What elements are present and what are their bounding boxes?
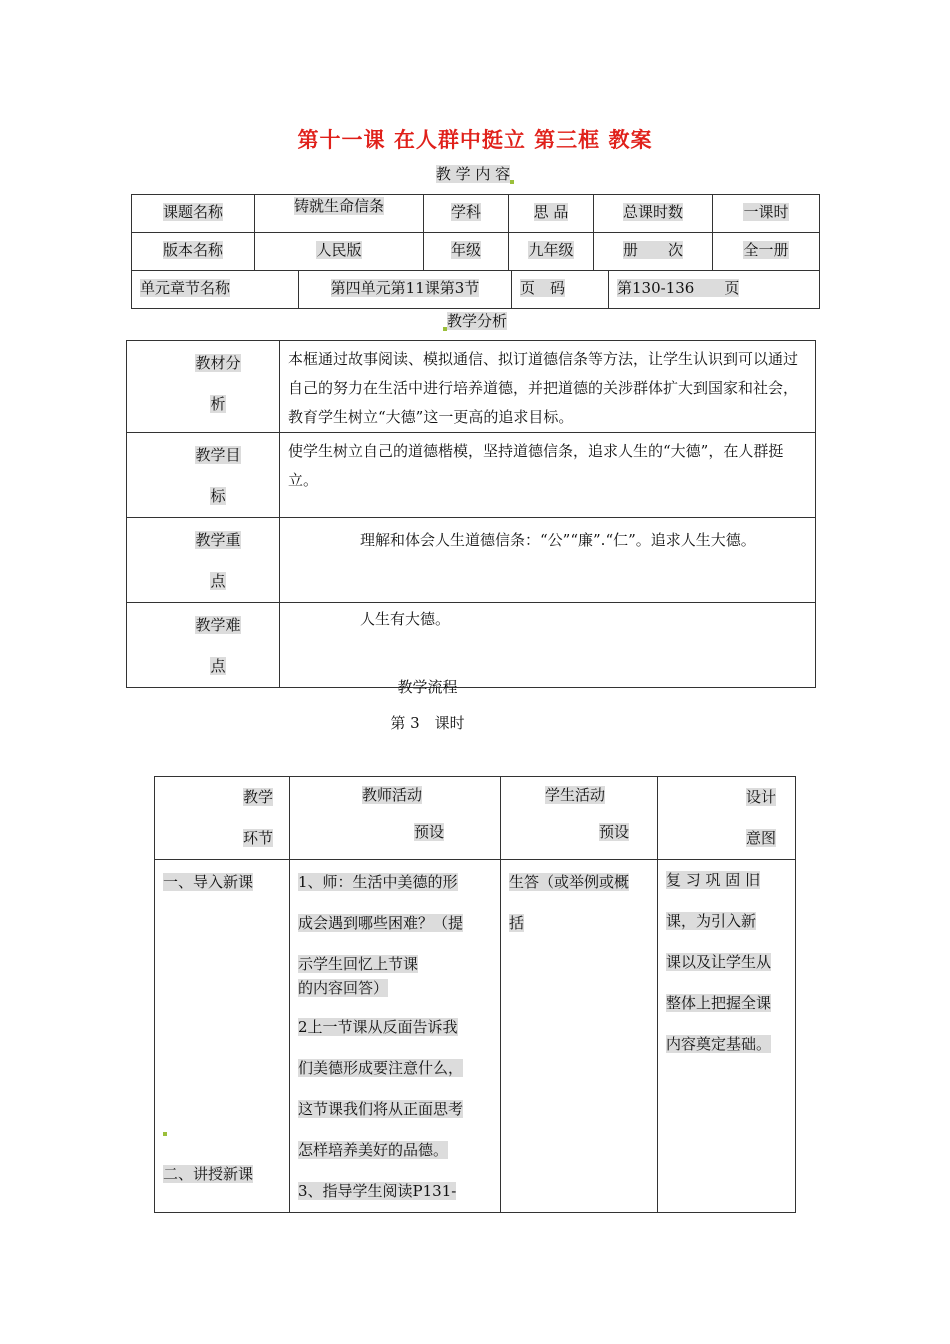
format-mark bbox=[163, 1132, 167, 1136]
subject-value: 思 品 bbox=[533, 203, 569, 221]
flow-header-teacher-b: 预设 bbox=[414, 823, 445, 841]
course-name-label: 课题名称 bbox=[162, 203, 223, 221]
flow-stage-teach: 二、讲授新课 bbox=[163, 1165, 254, 1183]
analysis-table bbox=[126, 340, 816, 688]
format-mark bbox=[510, 180, 514, 184]
flow-stage-intro: 一、导入新课 bbox=[163, 873, 254, 891]
table-row bbox=[155, 860, 796, 1213]
flow-header-teacher-a: 教师活动 bbox=[362, 786, 423, 804]
total-hours-value: 一课时 bbox=[743, 203, 789, 221]
total-hours-label: 总课时数 bbox=[622, 203, 683, 221]
flow-header-stage-b: 环节 bbox=[242, 829, 273, 847]
flow-design-intent: 复 习 巩 固 旧 课，为引入新 课以及让学生从 整体上把握全课 内容奠定基础。 bbox=[666, 871, 772, 1053]
analysis-label-key-a: 教学重 bbox=[195, 531, 241, 549]
grade-label: 年级 bbox=[450, 241, 481, 259]
page-value: 第130-136 页 bbox=[617, 279, 740, 297]
edition-label: 版本名称 bbox=[162, 241, 223, 259]
page-label: 页 码 bbox=[520, 279, 566, 297]
content-heading: 教 学 内 容 bbox=[0, 163, 950, 184]
lesson-label: 第 3 课时 bbox=[390, 714, 465, 732]
analysis-label-material-b: 析 bbox=[210, 395, 226, 413]
chapter-label: 单元章节名称 bbox=[140, 279, 231, 297]
flow-header-student-a: 学生活动 bbox=[545, 786, 606, 804]
analysis-label-goal-a: 教学目 bbox=[195, 446, 241, 464]
volume-label: 册 次 bbox=[622, 241, 683, 259]
table-row bbox=[132, 271, 820, 309]
subject-label: 学科 bbox=[450, 203, 481, 221]
table-row bbox=[127, 518, 816, 603]
document-title: 第十一课 在人群中挺立 第三框 教案 bbox=[297, 127, 653, 152]
table-row bbox=[127, 603, 816, 688]
analysis-label-key-b: 点 bbox=[210, 572, 226, 590]
chapter-value: 第四单元第11课第3节 bbox=[330, 279, 480, 297]
flow-header-stage-a: 教学 bbox=[242, 788, 273, 806]
flow-heading: 教学流程 bbox=[397, 678, 458, 696]
flow-header-design-a: 设计 bbox=[746, 788, 777, 806]
table-row bbox=[127, 433, 816, 518]
analysis-label-goal-b: 标 bbox=[210, 487, 226, 505]
flow-table bbox=[154, 776, 796, 1213]
analysis-label-difficulty-b: 点 bbox=[210, 657, 226, 675]
flow-header-design-b: 意图 bbox=[746, 829, 777, 847]
analysis-text-key: 理解和体会人生道德信条：“公”“廉”.“仁”。追求人生大德。 bbox=[360, 531, 756, 549]
table-row bbox=[132, 195, 820, 233]
course-name-value: 铸就生命信条 bbox=[293, 197, 384, 215]
flow-student-activity: 生答（或举例或概 括 bbox=[509, 873, 630, 932]
flow-header-student-b: 预设 bbox=[599, 823, 630, 841]
table-row bbox=[132, 233, 820, 271]
analysis-text-difficulty: 人生有大德。 bbox=[360, 610, 451, 628]
volume-value: 全一册 bbox=[743, 241, 789, 259]
table-row bbox=[127, 341, 816, 433]
analysis-text-material: 本框通过故事阅读、模拟通信、拟订道德信条等方法，让学生认识到可以通过自己的努力在生活中进行培养道德，并把道德的关涉群体扩大到国家和社会，教育学生树立“大德”这一更高的追求目标。 bbox=[288, 350, 799, 426]
analysis-heading: 教学分析 bbox=[0, 310, 950, 331]
grade-value: 九年级 bbox=[528, 241, 574, 259]
table-row bbox=[155, 777, 796, 860]
analysis-text-goal: 使学生树立自己的道德楷模，坚持道德信条，追求人生的“大德”，在人群挺立。 bbox=[288, 442, 784, 489]
analysis-label-material-a: 教材分 bbox=[195, 354, 241, 372]
course-info-table bbox=[131, 194, 820, 271]
flow-teacher-activity: 1、师：生活中美德的形 成会遇到哪些困难？（提 示学生回忆上节课 的内容回答） 2上一节课从反面告诉我 们美德形成要注意什么， 这节课我们将从正面思考 怎样培养美好的品德。 3、指导学生阅读P131- bbox=[298, 873, 464, 1200]
edition-value: 人民版 bbox=[316, 241, 362, 259]
course-info-table-row3 bbox=[131, 270, 820, 309]
analysis-label-difficulty-a: 教学难 bbox=[195, 616, 241, 634]
